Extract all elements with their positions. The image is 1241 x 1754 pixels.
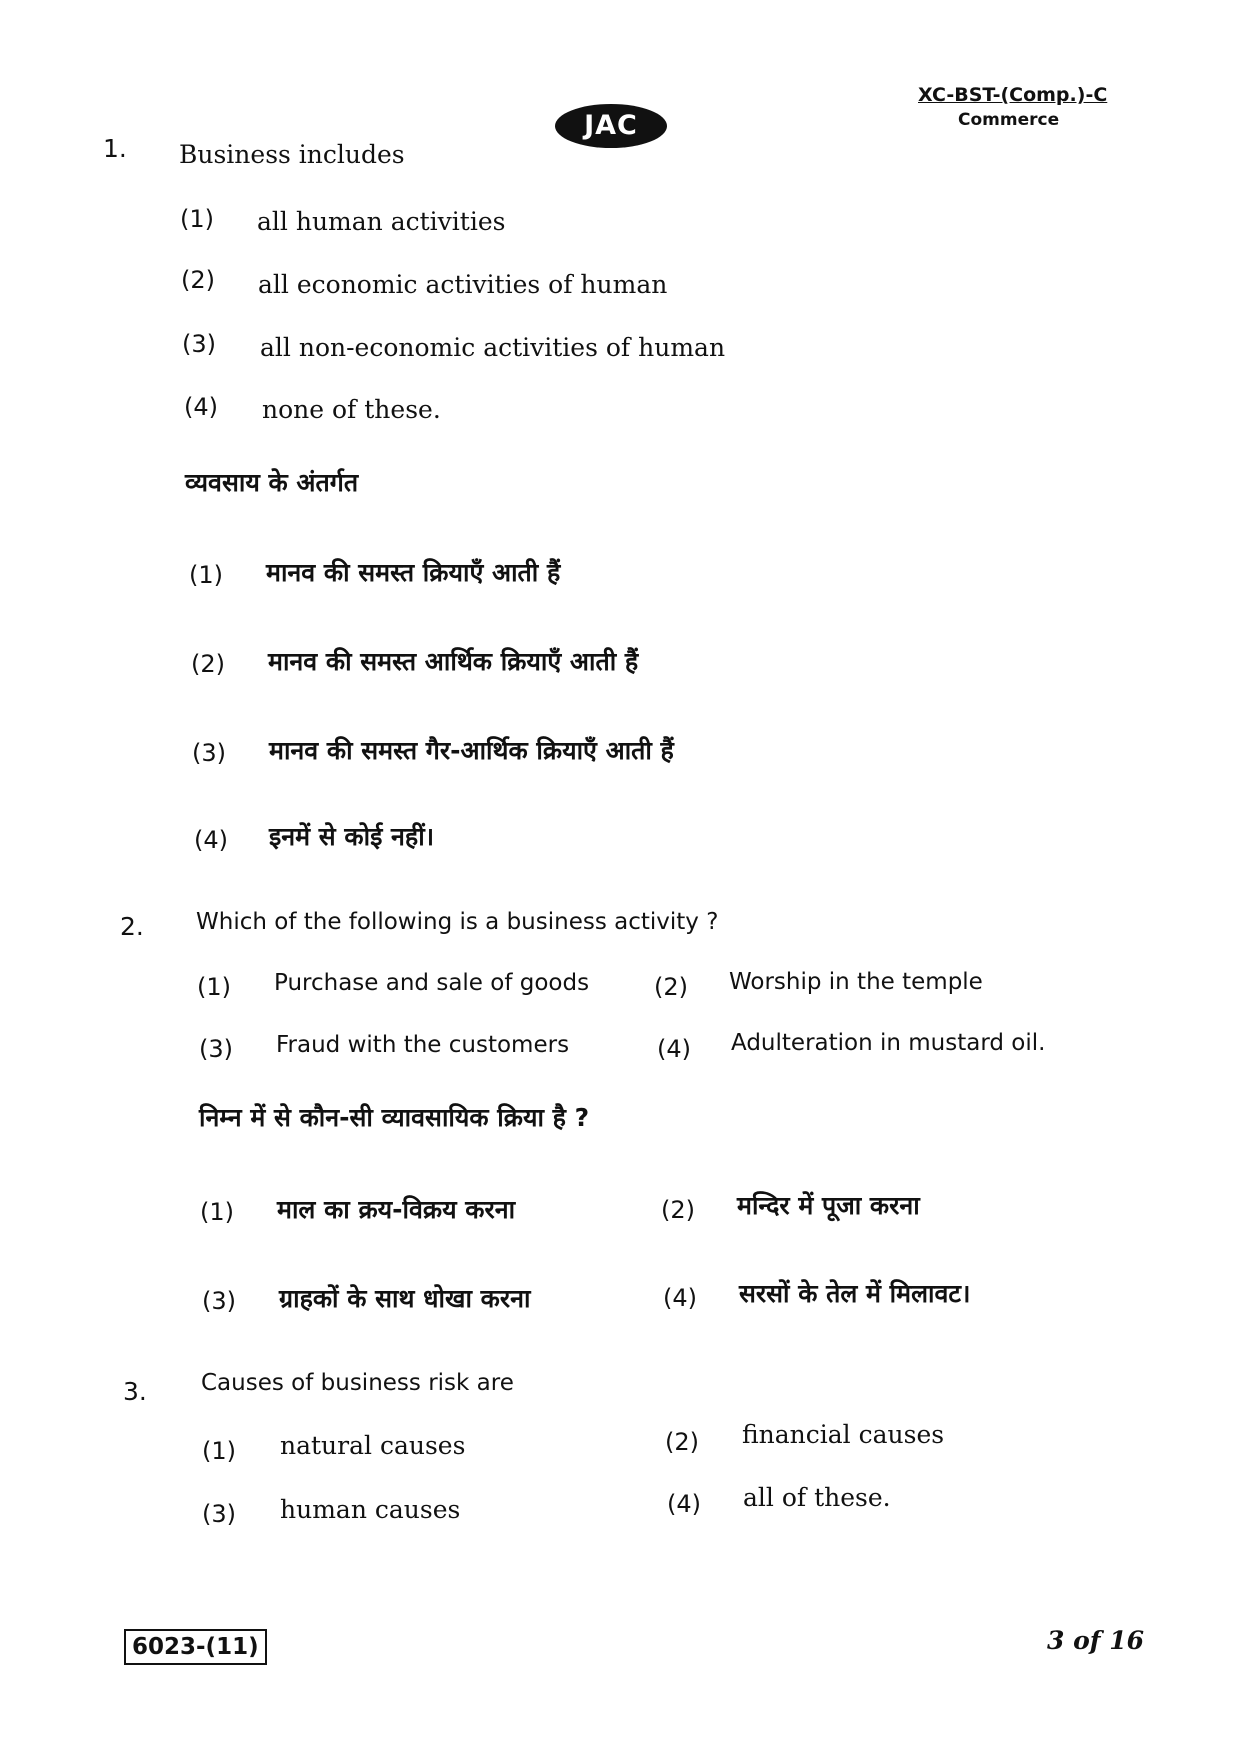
option-text-hi: मानव की समस्त गैर-आर्थिक क्रियाएँ आती हैं — [269, 736, 674, 765]
option-number: (2) — [191, 650, 225, 678]
option-text: none of these. — [262, 395, 441, 424]
question-text-en: Which of the following is a business activity ? — [196, 909, 719, 935]
option-number: (3) — [199, 1035, 233, 1063]
option-number: (1) — [197, 973, 231, 1001]
option-number: (3) — [182, 330, 216, 358]
option-number: (4) — [184, 393, 218, 421]
option-text: all human activities — [257, 207, 506, 236]
option-number: (4) — [667, 1490, 701, 1518]
option-text: Worship in the temple — [729, 969, 983, 995]
option-number: (1) — [180, 205, 214, 233]
paper-code: XC-BST-(Comp.)-C — [918, 84, 1108, 106]
option-number: (2) — [661, 1196, 695, 1224]
subject-label: Commerce — [958, 110, 1060, 130]
option-number: (2) — [181, 266, 215, 294]
paper-serial-code: 6023-(11) — [124, 1629, 267, 1665]
question-text-en: Business includes — [179, 140, 405, 169]
question-number: 3. — [123, 1377, 147, 1406]
option-number: (3) — [202, 1500, 236, 1528]
option-number: (1) — [200, 1198, 234, 1226]
option-text: Purchase and sale of goods — [274, 970, 590, 996]
option-text: Adulteration in mustard oil. — [731, 1030, 1046, 1056]
page-number: 3 of 16 — [1047, 1626, 1145, 1655]
option-text: all economic activities of human — [258, 270, 668, 299]
option-number: (4) — [657, 1035, 691, 1063]
option-text: all non-economic activities of human — [260, 333, 726, 362]
option-number: (2) — [654, 973, 688, 1001]
question-text-hi: निम्न में से कौन-सी व्यावसायिक क्रिया है ? — [199, 1103, 590, 1132]
option-number: (2) — [665, 1428, 699, 1456]
option-text-hi: मन्दिर में पूजा करना — [737, 1191, 920, 1220]
option-number: (1) — [189, 561, 223, 589]
jac-logo: JAC — [555, 104, 667, 148]
option-number: (3) — [192, 739, 226, 767]
option-number: (3) — [202, 1287, 236, 1315]
option-text-hi: मानव की समस्त क्रियाएँ आती हैं — [266, 558, 561, 587]
option-number: (1) — [202, 1437, 236, 1465]
question-text-hi: व्यवसाय के अंतर्गत — [185, 468, 359, 497]
option-text-hi: ग्राहकों के साथ धोखा करना — [279, 1284, 531, 1313]
question-number: 1. — [103, 134, 127, 163]
question-number: 2. — [120, 912, 144, 941]
question-text-en: Causes of business risk are — [201, 1370, 514, 1396]
option-text: natural causes — [280, 1431, 466, 1460]
option-text-hi: सरसों के तेल में मिलावट। — [739, 1279, 971, 1308]
option-number: (4) — [194, 826, 228, 854]
option-text: human causes — [280, 1495, 461, 1524]
option-text-hi: मानव की समस्त आर्थिक क्रियाएँ आती हैं — [268, 647, 639, 676]
option-text: all of these. — [743, 1483, 891, 1512]
option-number: (4) — [663, 1284, 697, 1312]
option-text: financial causes — [742, 1420, 945, 1449]
option-text-hi: इनमें से कोई नहीं। — [269, 822, 435, 851]
option-text-hi: माल का क्रय-विक्रय करना — [277, 1195, 516, 1224]
option-text: Fraud with the customers — [276, 1032, 570, 1058]
